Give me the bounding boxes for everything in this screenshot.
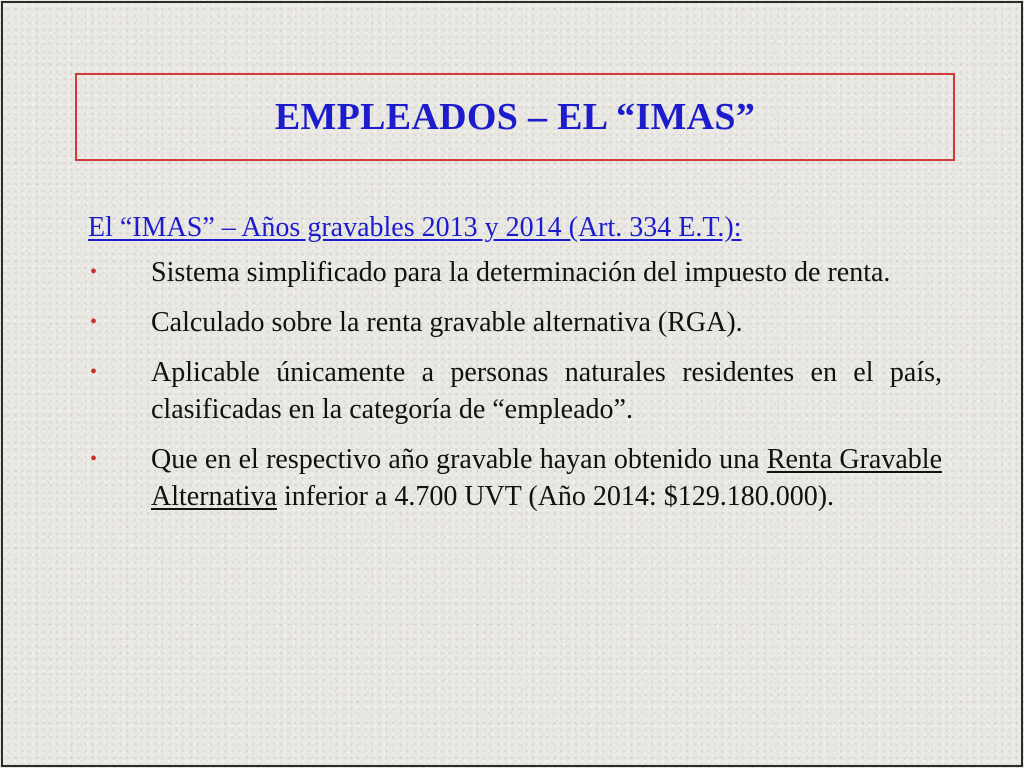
bullet-text-before: Que en el respectivo año gravable hayan obtenido una <box>151 444 767 475</box>
bullet-text: Aplicable únicamente a personas naturales residentes en el país, clasificadas en la categoría de “empleado”. <box>151 357 942 425</box>
bullet-marker-icon: • <box>90 361 98 383</box>
bullet-text: Calculado sobre la renta gravable alternativa (RGA). <box>151 307 743 338</box>
bullet-marker-icon: • <box>90 261 98 283</box>
title-box <box>75 73 955 161</box>
slide-subtitle: El “IMAS” – Años gravables 2013 y 2014 (Art. 334 E.T.): <box>88 212 742 243</box>
bullet-item <box>88 304 942 341</box>
bullet-item <box>88 254 942 291</box>
bullet-item <box>88 441 942 515</box>
bullet-marker-icon: • <box>90 311 98 333</box>
bullet-item <box>88 354 942 428</box>
slide-content <box>88 206 942 528</box>
bullet-text-after: inferior a 4.700 UVT (Año 2014: $129.180.000). <box>276 481 835 512</box>
bullet-text: Sistema simplificado para la determinación del impuesto de renta. <box>151 257 891 288</box>
bullet-list <box>88 254 942 515</box>
bullet-marker-icon: • <box>90 448 98 470</box>
bullet-underlined-term: Renta Gravable Alternativa <box>151 444 942 512</box>
slide-title: EMPLEADOS – EL “IMAS” <box>274 96 756 138</box>
